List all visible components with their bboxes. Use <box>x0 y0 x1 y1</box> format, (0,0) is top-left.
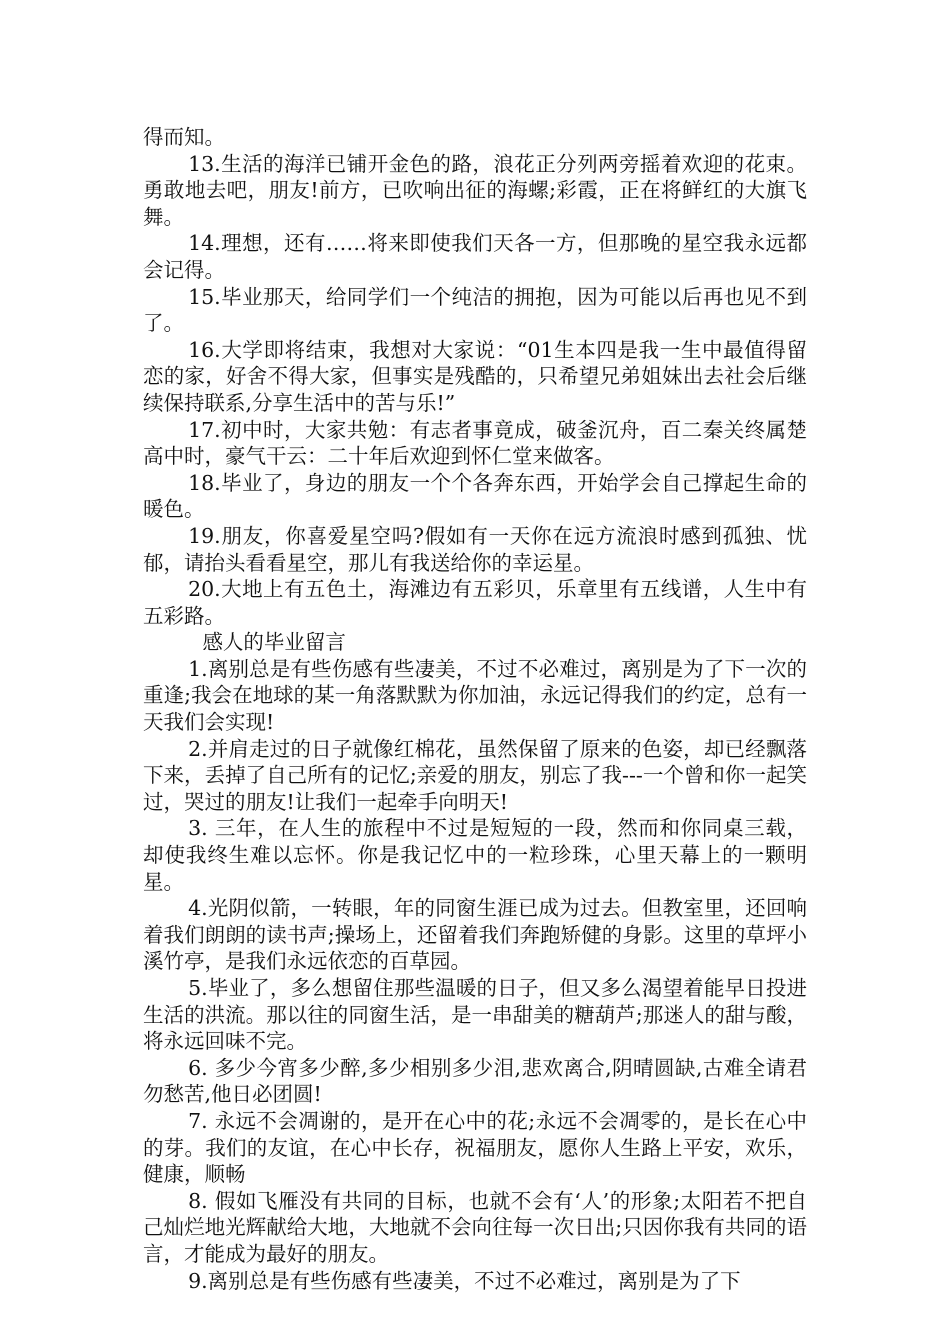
message-6: 6. 多少今宵多少醉,多少相别多少泪,悲欢离合,阴晴圆缺,古难全请君勿愁苦,他日必团圆! <box>143 1055 807 1107</box>
section-heading: 感人的毕业留言 <box>202 630 346 655</box>
message-8: 8. 假如飞雁没有共同的目标，也就不会有‘人’的形象;太阳若不把自己灿烂地光辉献给大地，大地就不会向往每一次日出;只因你我有共同的语言，才能成为最好的朋友。 <box>143 1188 807 1266</box>
message-2: 2.并肩走过的日子就像红棉花，虽然保留了原来的色姿，却已经飘落下来，丢掉了自己所有的记忆;亲爱的朋友，别忘了我---一个曾和你一起笑过，哭过的朋友!让我们一起牵手向明天! <box>143 736 807 814</box>
message-4: 4.光阴似箭，一转眼，年的同窗生涯已成为过去。但教室里，还回响着我们朗朗的读书声;操场上，还留着我们奔跑矫健的身影。这里的草坪小溪竹亭，是我们永远依恋的百草园。 <box>143 896 807 974</box>
paragraph-16: 16.大学即将结束，我想对大家说：“01生本四是我一生中最值得留恋的家，好舍不得大家，但事实是残酷的，只希望兄弟姐妹出去社会后继续保持联系,分享生活中的苦与乐!” <box>143 337 807 415</box>
continued-text: 得而知。 <box>143 125 225 149</box>
message-7: 7. 永远不会凋谢的，是开在心中的花;永远不会凋零的，是长在心中的芽。我们的友谊，在心中长存，祝福朋友，愿你人生路上平安，欢乐，健康，顺畅 <box>143 1108 807 1187</box>
message-9: 9.离别总是有些伤感有些凄美，不过不必难过，离别是为了下 <box>188 1268 741 1293</box>
paragraph-19: 19.朋友，你喜爱星空吗?假如有一天你在远方流浪时感到孤独、忧郁，请抬头看看星空，那儿有我送给你的幸运星。 <box>143 523 807 575</box>
paragraph-18: 18.毕业了，身边的朋友一个个各奔东西，开始学会自己撑起生命的暖色。 <box>143 470 807 522</box>
message-3: 3. 三年，在人生的旅程中不过是短短的一段，然而和你同桌三载，却使我终生难以忘怀。你是我记忆中的一粒珍珠，心里天幕上的一颗明星。 <box>143 816 807 894</box>
message-1: 1.离别总是有些伤感有些凄美，不过不必难过，离别是为了下一次的重逢;我会在地球的某一角落默默为你加油，永远记得我们的约定，总有一天我们会实现! <box>143 656 807 735</box>
document-body <box>143 124 807 1294</box>
paragraph-13: 13.生活的海洋已铺开金色的路，浪花正分列两旁摇着欢迎的花束。勇敢地去吧，朋友!前方，已吹响出征的海螺;彩霞，正在将鲜红的大旗飞舞。 <box>143 151 807 229</box>
paragraph-17: 17.初中时，大家共勉：有志者事竟成，破釜沉舟，百二秦关终属楚高中时，豪气干云：二十年后欢迎到怀仁堂来做客。 <box>143 417 807 469</box>
message-5: 5.毕业了，多么想留住那些温暖的日子，但又多么渴望着能早日投进生活的洪流。那以往的同窗生活，是一串甜美的糖葫芦;那迷人的甜与酸，将永远回味不完。 <box>143 976 807 1054</box>
paragraph-14: 14.理想，还有……将来即使我们天各一方，但那晚的星空我永远都会记得。 <box>143 231 807 282</box>
paragraph-20: 20.大地上有五色土，海滩边有五彩贝，乐章里有五线谱，人生中有五彩路。 <box>143 577 807 628</box>
paragraph-15: 15.毕业那天，给同学们一个纯洁的拥抱，因为可能以后再也见不到了。 <box>143 284 807 336</box>
